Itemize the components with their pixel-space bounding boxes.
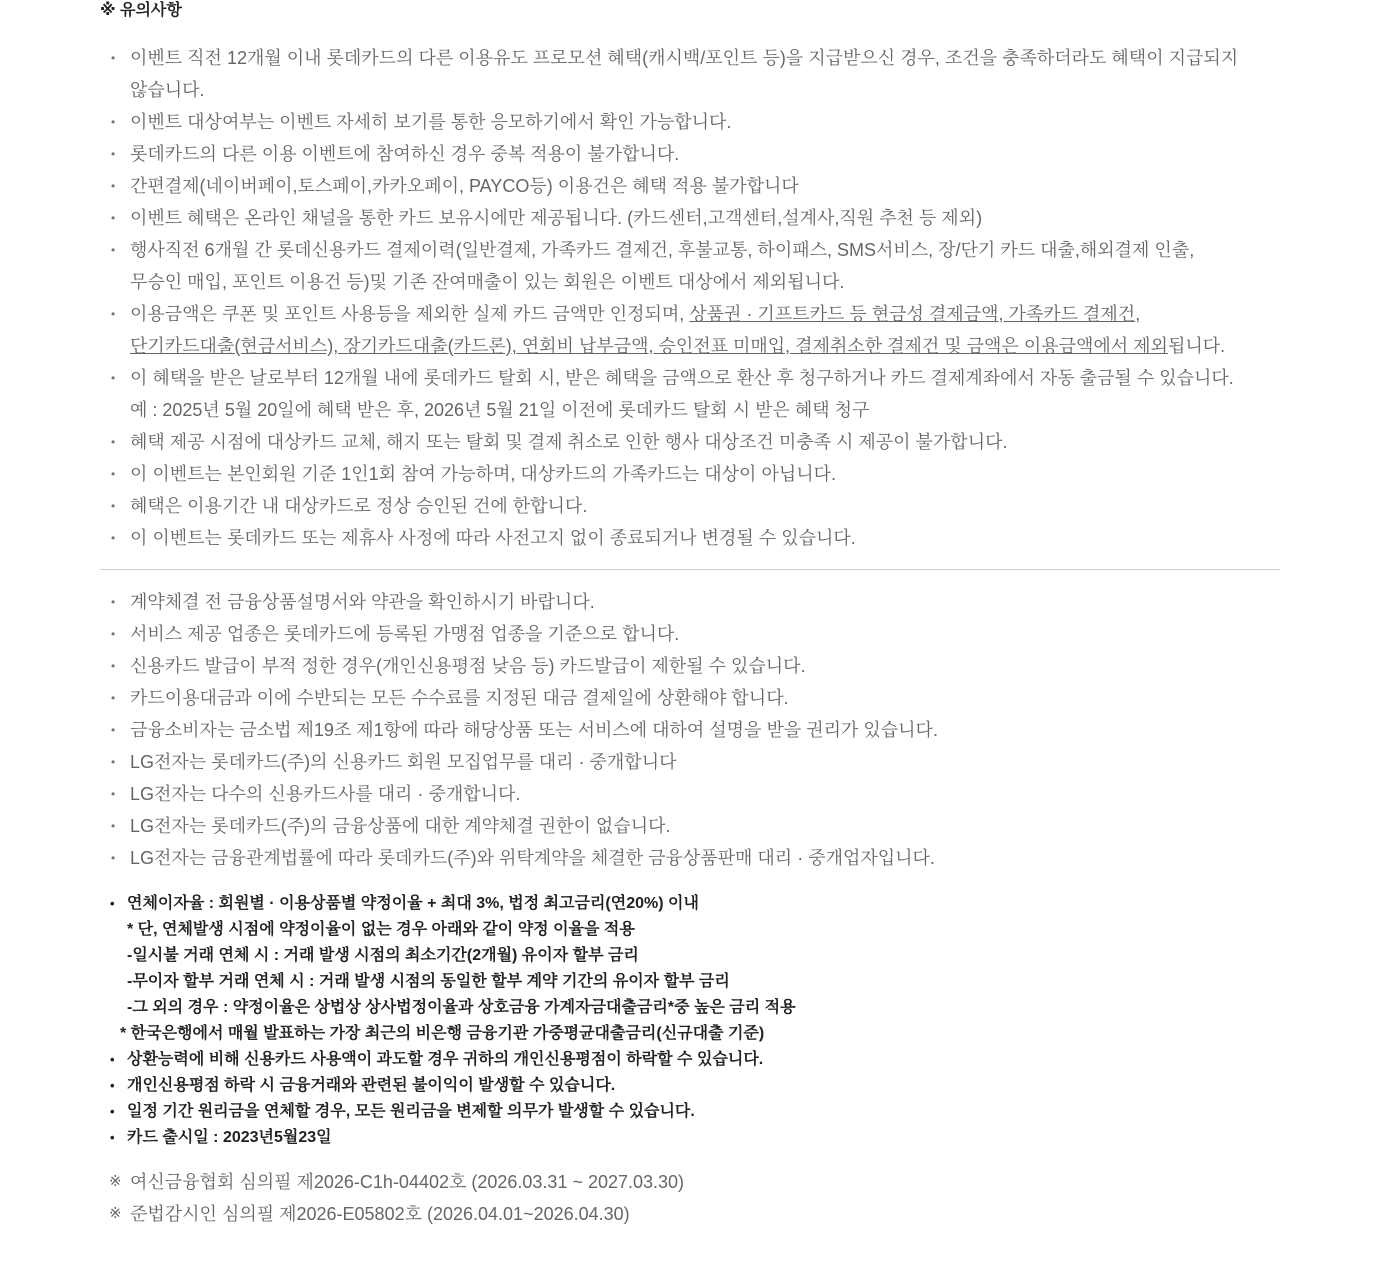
approval-note xyxy=(100,1198,1280,1230)
notice-title: ※ 유의사항 xyxy=(100,2,182,19)
list-item-text: • 롯데카드의 다른 이용 이벤트에 참여하신 경우 중복 적용이 불가합니다. xyxy=(130,144,680,164)
list-item xyxy=(100,778,1280,810)
list-item-text: 일정 기간 원리금을 연체할 경우, 모든 원리금을 변제할 의무가 발생할 수 있습니다. xyxy=(127,1103,695,1120)
list-item xyxy=(100,298,1280,362)
list-item-text: • LG전자는 롯데카드(주)의 신용카드 회원 모집업무를 대리 · 중개합니다 xyxy=(130,752,677,772)
approval-note-text: 준법감시인 심의필 제2026-E05802호 (2026.04.01~2026.04.30) xyxy=(130,1204,630,1224)
list-item xyxy=(100,810,1280,842)
list-item-text: • 신용카드 발급이 부적 정한 경우(개인신용평점 낮음 등) 카드발급이 제한될 수 있습니다. xyxy=(130,656,806,676)
list-item-text: • LG전자는 다수의 신용카드사를 대리 · 중개합니다. xyxy=(130,784,521,804)
list-item-text: 않습니다. xyxy=(130,80,205,100)
list-item xyxy=(100,490,1280,522)
overdue-rate-title: • 연체이자율 : 회원별 · 이용상품별 약정이율 + 최대 3%, 법정 최고금리(연20%) 이내 xyxy=(127,895,699,912)
list-item-text: 예 : 2025년 5월 20일에 혜택 받은 후, 2026년 5월 21일 이전에 롯데카드 탈회 시 받은 혜택 청구 xyxy=(130,400,870,420)
list-item xyxy=(100,618,1280,650)
list-item-text: • 금융소비자는 금소법 제19조 제1항에 따라 해당상품 또는 서비스에 대하여 설명을 받을 권리가 있습니다. xyxy=(130,720,938,740)
list-item xyxy=(100,106,1280,138)
list-item xyxy=(100,522,1280,554)
list-item-text: • LG전자는 금융관계법률에 따라 롯데카드(주)와 위탁계약을 체결한 금융상품판매 대리 · 중개업자입니다. xyxy=(130,848,935,868)
list-item-text: • 행사직전 6개월 간 롯데신용카드 결제이력(일반결제, 가족카드 결제건, 후불교통, 하이패스, SMS서비스, 장/단기 카드 대출,해외결제 인출, xyxy=(130,240,1195,260)
list-item xyxy=(100,234,1280,298)
list-item xyxy=(100,1099,1280,1125)
approval-note xyxy=(100,1166,1280,1198)
rate-notices-list xyxy=(100,891,1280,1151)
underlined-exclusion-text: 단기카드대출(현금서비스), 장기카드대출(카드론), 연회비 납부금액, 승인전표 미매입, 결제취소한 결제건 및 금액은 이용금액에서 제외 xyxy=(130,336,1168,356)
overdue-rate-item xyxy=(100,891,1280,1047)
list-item xyxy=(100,202,1280,234)
list-item xyxy=(100,1125,1280,1151)
list-item-text: • 이벤트 혜택은 온라인 채널을 통한 카드 보유시에만 제공됩니다. (카드센터,고객센터,설계사,직원 추천 등 제외) xyxy=(130,208,983,228)
card-release-date: 카드 출시일 : 2023년5월23일 xyxy=(127,1129,332,1146)
list-item-line xyxy=(130,298,1280,330)
list-item xyxy=(100,42,1280,106)
list-item xyxy=(100,426,1280,458)
list-item-text: • 계약체결 전 금융상품설명서와 약관을 확인하시기 바랍니다. xyxy=(130,592,595,612)
list-item-text: 이용금액은 쿠폰 및 포인트 사용등을 제외한 실제 카드 금액만 인정되며, xyxy=(130,304,690,324)
list-item xyxy=(100,1047,1280,1073)
list-item xyxy=(100,714,1280,746)
reference-mark-icon: ※ xyxy=(109,1173,122,1190)
list-item-text: 무승인 매입, 포인트 이용건 등)및 기존 잔여매출이 있는 회원은 이벤트 대상에서 제외됩니다. xyxy=(130,272,845,292)
list-item xyxy=(100,650,1280,682)
list-item-text: • 혜택 제공 시점에 대상카드 교체, 해지 또는 탈회 및 결제 취소로 인한 행사 대상조건 미충족 시 제공이 불가합니다. xyxy=(130,432,1008,452)
section-divider xyxy=(100,569,1280,570)
list-item xyxy=(100,170,1280,202)
list-item xyxy=(100,138,1280,170)
approval-notes xyxy=(100,1166,1280,1230)
list-item-line xyxy=(130,330,1280,362)
list-item-text: • 카드이용대금과 이에 수반되는 모든 수수료를 지정된 대금 결제일에 상환해야 합니다. xyxy=(130,688,789,708)
overdue-rate-detail: -무이자 할부 거래 연체 시 : 거래 발생 시점의 동일한 할부 계약 기간의 유이자 할부 금리 xyxy=(127,973,730,990)
list-item-text: • 이 혜택을 받은 날로부터 12개월 내에 롯데카드 탈회 시, 받은 혜택을 금액으로 환산 후 청구하거나 카드 결제계좌에서 자동 출금될 수 있습니다. xyxy=(130,368,1234,388)
list-item xyxy=(100,1073,1280,1099)
list-item-text: • 혜택은 이용기간 내 대상카드로 정상 승인된 건에 한합니다. xyxy=(130,496,588,516)
list-item-text: • 이 이벤트는 롯데카드 또는 제휴사 사정에 따라 사전고지 없이 종료되거나 변경될 수 있습니다. xyxy=(130,528,856,548)
overdue-rate-detail: -그 외의 경우 : 약정이율은 상법상 상사법정이율과 상호금융 가계자금대출금리*중 높은 금리 적용 xyxy=(127,999,796,1016)
approval-note-text: 여신금융협회 심의필 제2026-C1h-04402호 (2026.03.31 ~ 2027.03.30) xyxy=(130,1172,685,1192)
reference-mark-icon: ※ xyxy=(109,1205,122,1222)
underlined-exclusion-text: 상품권 · 기프트카드 등 현금성 결제금액, 가족카드 결제건, xyxy=(689,304,1141,324)
list-item-text: 개인신용평점 하락 시 금융거래와 관련된 불이익이 발생할 수 있습니다. xyxy=(127,1077,616,1094)
list-item xyxy=(100,458,1280,490)
overdue-rate-footnote: * 한국은행에서 매월 발표하는 가장 최근의 비은행 금융기관 가중평균대출금리(신규대출 기준) xyxy=(120,1025,765,1042)
list-item xyxy=(100,746,1280,778)
list-item-text: • 이벤트 직전 12개월 이내 롯데카드의 다른 이용유도 프로모션 혜택(캐시백/포인트 등)을 지급받으신 경우, 조건을 충족하더라도 혜택이 지급되지 xyxy=(130,48,1239,68)
list-item xyxy=(100,586,1280,618)
event-terms-list xyxy=(100,42,1280,554)
list-item-text: • 간편결제(네이버페이,토스페이,카카오페이, PAYCO등) 이용건은 혜택 적용 불가합니다 xyxy=(130,176,799,196)
list-item-text: 상환능력에 비해 신용카드 사용액이 과도할 경우 귀하의 개인신용평점이 하락할 수 있습니다. xyxy=(127,1051,764,1068)
finance-notices-list xyxy=(100,586,1280,874)
list-item-text: 됩니다. xyxy=(1167,336,1226,356)
overdue-rate-detail: -일시불 거래 연체 시 : 거래 발생 시점의 최소기간(2개월) 유이자 할부 금리 xyxy=(127,947,639,964)
list-item xyxy=(100,682,1280,714)
list-item-text: • 이 이벤트는 본인회원 기준 1인1회 참여 가능하며, 대상카드의 가족카드는 대상이 아닙니다. xyxy=(130,464,836,484)
list-item-text: • LG전자는 롯데카드(주)의 금융상품에 대한 계약체결 권한이 없습니다. xyxy=(130,816,671,836)
overdue-rate-detail: * 단, 연체발생 시점에 약정이율이 없는 경우 아래와 같이 약정 이율을 적용 xyxy=(127,921,635,938)
list-item xyxy=(100,362,1280,426)
list-item-text: • 서비스 제공 업종은 롯데카드에 등록된 가맹점 업종을 기준으로 합니다. xyxy=(130,624,680,644)
list-item-text: • 이벤트 대상여부는 이벤트 자세히 보기를 통한 응모하기에서 확인 가능합니다. xyxy=(130,112,732,132)
list-item xyxy=(100,842,1280,874)
